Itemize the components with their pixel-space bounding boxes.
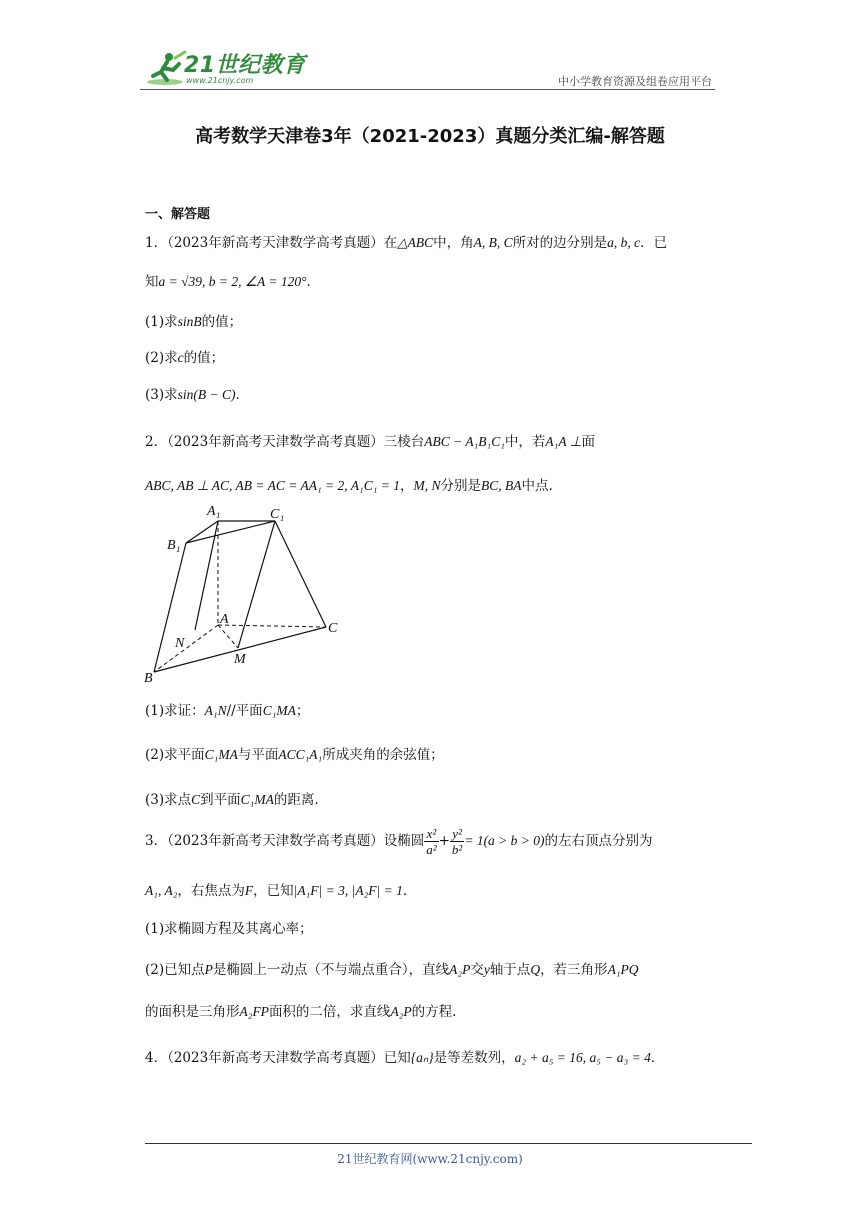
q2-plane2: ACC₁A₁ bbox=[278, 747, 323, 762]
q2-a1n: A₁N bbox=[204, 703, 227, 718]
q3-part2 bbox=[145, 958, 639, 978]
q1-part2 bbox=[145, 346, 224, 366]
q3-a2fp: A₂FP bbox=[239, 1004, 269, 1019]
frac-denominator: a² bbox=[426, 842, 437, 857]
q2-mn: M, N bbox=[413, 478, 441, 493]
q3-part2-cont bbox=[145, 1000, 456, 1020]
q4-text: 已知 bbox=[383, 1050, 411, 1066]
footer-divider bbox=[145, 1143, 752, 1144]
q1-part3 bbox=[145, 383, 249, 403]
q2-text: 中点. bbox=[521, 478, 553, 494]
q3-text: ． bbox=[402, 883, 417, 899]
q3-number: 3． bbox=[145, 833, 168, 849]
part-text: 所成夹角的余弦值； bbox=[322, 747, 444, 763]
q4-source: （2023年新高考天津数学高考真题） bbox=[167, 1050, 384, 1066]
frac-numerator: x² bbox=[424, 826, 438, 842]
q1-line1 bbox=[145, 231, 667, 251]
part-text: 的值； bbox=[201, 314, 243, 330]
q3-frac-y bbox=[450, 826, 464, 857]
frustum-diagram bbox=[140, 500, 360, 690]
part-label: (1)求证： bbox=[145, 703, 205, 719]
q3-eq: = 1(a > b > 0) bbox=[464, 833, 545, 848]
q4-line1 bbox=[145, 1046, 664, 1066]
q3-text: ，已知 bbox=[253, 883, 294, 899]
q2-part1 bbox=[145, 699, 309, 719]
q2-plane: C₁MA bbox=[204, 747, 238, 762]
q1-source: （2023年新高考天津数学高考真题） bbox=[167, 235, 384, 251]
q3-text: ，右焦点为 bbox=[177, 883, 245, 899]
section-heading: 一、解答题 bbox=[145, 207, 211, 222]
q3-line1 bbox=[145, 826, 653, 857]
q2-frustum: ABC − A₁B₁C₁ bbox=[424, 434, 505, 449]
q1-angles: A, B, C bbox=[473, 235, 513, 250]
q4-conditions: a₂ + a₅ = 16, a₅ − a₃ = 4 bbox=[514, 1050, 651, 1065]
q2-line2 bbox=[145, 474, 553, 494]
q1-text: ． bbox=[306, 274, 320, 290]
part-label: (3)求 bbox=[145, 387, 178, 403]
q3-text: 的左右顶点分别为 bbox=[544, 833, 653, 849]
part-text: 的面积是三角形 bbox=[145, 1004, 240, 1020]
part-text: 的值； bbox=[183, 350, 225, 366]
label-a1: A₁ bbox=[207, 504, 221, 519]
q1-sinb: sinB bbox=[177, 314, 202, 329]
page-title: 高考数学天津卷3年（2021-2023）真题分类汇编-解答题 bbox=[195, 126, 665, 147]
q1-line2 bbox=[145, 270, 320, 290]
q1-sinbc: sin(B − C) bbox=[177, 387, 236, 402]
label-c1: C₁ bbox=[270, 507, 285, 522]
part-label: (2)求 bbox=[145, 350, 178, 366]
q3-y: y bbox=[483, 962, 490, 977]
part-text: //平面 bbox=[226, 703, 263, 719]
part-label: (2)已知点 bbox=[145, 962, 205, 978]
q2-source: （2023年新高考天津数学高考真题） bbox=[167, 434, 384, 450]
q2-part2 bbox=[145, 743, 444, 763]
q3-a2p: A₂P bbox=[390, 1004, 412, 1019]
q4-text: 是等差数列， bbox=[433, 1050, 515, 1066]
header-divider bbox=[140, 89, 715, 90]
q3-vertices: A₁, A₂ bbox=[145, 883, 178, 898]
part-label: (3)求点 bbox=[145, 792, 192, 808]
part-text: 与平面 bbox=[237, 747, 279, 763]
q1-number: 1． bbox=[145, 235, 168, 251]
q4-number: 4． bbox=[145, 1050, 168, 1066]
q3-distances: |A₁F| = 3, |A₂F| = 1 bbox=[293, 883, 403, 898]
q2-conditions: ABC, AB ⊥ AC, AB = AC = AA₁ = 2, A₁C₁ = 1 bbox=[145, 478, 401, 493]
logo-text: 21世纪教育 bbox=[184, 53, 306, 78]
q2-plane: C₁MA bbox=[262, 703, 296, 718]
header-platform-text: 中小学教育资源及组卷应用平台 bbox=[558, 75, 712, 88]
label-c: C bbox=[328, 621, 338, 636]
q1-part1 bbox=[145, 310, 242, 330]
q2-line1 bbox=[145, 430, 595, 450]
part-text: ； bbox=[295, 703, 310, 719]
q3-text: 设椭圆 bbox=[383, 833, 425, 849]
q3-plus: + bbox=[438, 833, 450, 849]
label-a: A bbox=[220, 612, 229, 627]
label-m: M bbox=[234, 652, 246, 667]
q2-text: 面 bbox=[581, 434, 595, 450]
q3-p: P bbox=[204, 962, 213, 977]
q1-text: 所对的边分别是 bbox=[512, 235, 608, 251]
label-b1: B₁ bbox=[167, 538, 181, 553]
q2-text: 三棱台 bbox=[383, 434, 425, 450]
q2-perp: A₁A ⊥ bbox=[545, 434, 582, 449]
q3-a2p: A₂P bbox=[449, 962, 471, 977]
q3-f: F bbox=[244, 883, 254, 898]
part-text: 的方程. bbox=[411, 1004, 457, 1020]
q2-plane: C₁MA bbox=[240, 792, 274, 807]
q1-text: ．已 bbox=[640, 235, 668, 251]
q2-text: 分别是 bbox=[440, 478, 482, 494]
q1-given: a = √39, b = 2, ∠A = 120° bbox=[158, 274, 307, 289]
q4-seq: {aₙ} bbox=[410, 1050, 434, 1065]
label-b: B bbox=[144, 671, 153, 686]
label-n: N bbox=[175, 636, 185, 651]
part-text: 的距离. bbox=[273, 792, 319, 808]
q2-part3 bbox=[145, 788, 319, 808]
q3-q: Q bbox=[530, 962, 541, 977]
part-label: (2)求平面 bbox=[145, 747, 205, 763]
part-text: 交 bbox=[470, 962, 484, 978]
frac-numerator: y² bbox=[450, 826, 464, 842]
q2-text: ， bbox=[400, 478, 414, 494]
q2-number: 2． bbox=[145, 434, 168, 450]
q4-text: ． bbox=[650, 1050, 665, 1066]
q1-sides: a, b, c bbox=[607, 235, 641, 250]
q1-text: 中，角 bbox=[433, 235, 474, 251]
q1-triangle: △ABC bbox=[397, 235, 434, 250]
part-text: 到平面 bbox=[200, 792, 241, 808]
q3-a1pq: A₁PQ bbox=[607, 962, 639, 977]
q1-text: 在 bbox=[383, 235, 398, 251]
part-label: (1)求 bbox=[145, 314, 178, 330]
q2-bcba: BC, BA bbox=[481, 478, 522, 493]
frac-denominator: b² bbox=[451, 842, 463, 857]
q2-text: 中，若 bbox=[504, 434, 546, 450]
q3-part1: (1)求椭圆方程及其离心率； bbox=[145, 921, 313, 937]
q3-source: （2023年新高考天津数学高考真题） bbox=[167, 833, 384, 849]
q2-point-c: C bbox=[191, 792, 201, 807]
q1-c: c bbox=[177, 350, 184, 365]
part-text: 是椭圆上一动点（不与端点重合），直线 bbox=[212, 962, 450, 978]
q1-text: 知 bbox=[145, 274, 159, 290]
part-text: ，若三角形 bbox=[540, 962, 608, 978]
q3-line2 bbox=[145, 879, 416, 899]
part-text: 面积的二倍，求直线 bbox=[268, 1004, 391, 1020]
part-text: 轴于点 bbox=[489, 962, 531, 978]
logo-url: www.21cnjy.com bbox=[186, 76, 254, 85]
footer-text: 21世纪教育网(www.21cnjy.com) bbox=[337, 1152, 523, 1166]
part-text: ． bbox=[235, 387, 249, 403]
q3-frac-x bbox=[424, 826, 438, 857]
